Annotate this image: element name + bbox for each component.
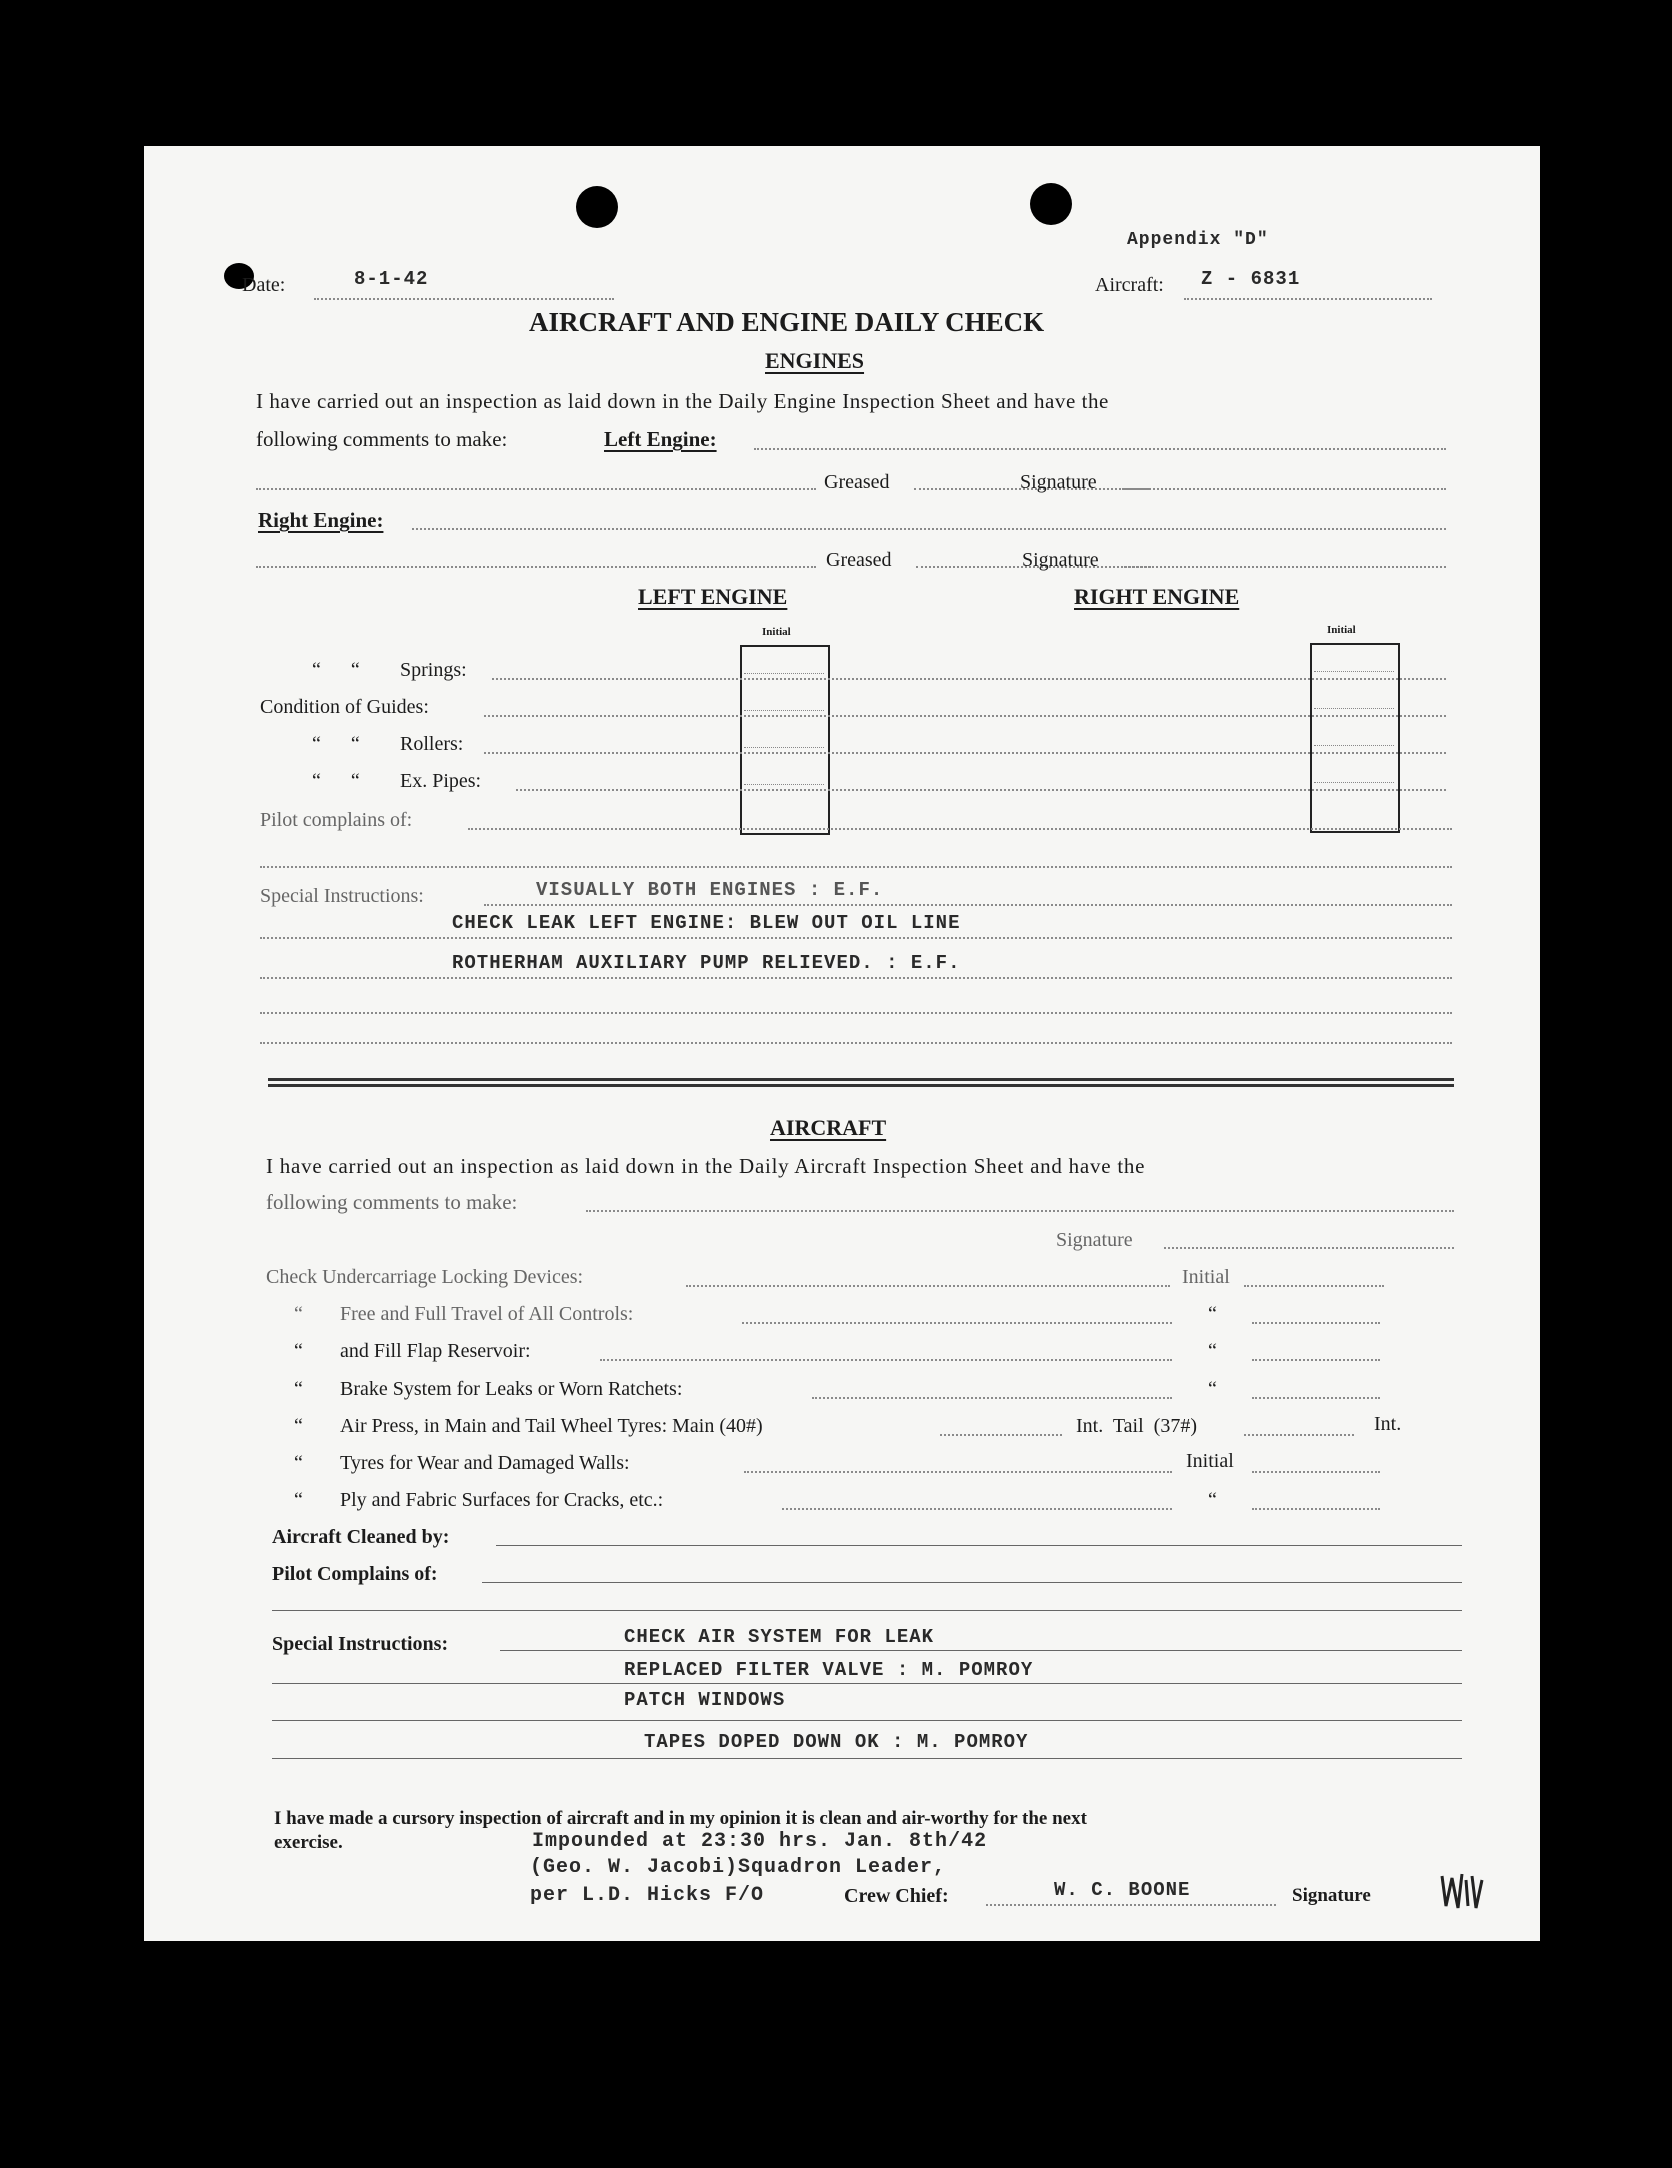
ditto-3: “ [294, 1378, 303, 1400]
engine-special-line-3: ROTHERHAM AUXILIARY PUMP RELIEVED. : E.F. [452, 952, 961, 974]
item-tyres: Tyres for Wear and Damaged Walls: [340, 1452, 630, 1474]
left-box-line-1 [744, 673, 824, 674]
item-prefix-rollers: “ “ [312, 733, 360, 755]
springs-line [492, 678, 1446, 680]
right-box-line-2 [1314, 708, 1394, 709]
ditto-4: “ [294, 1415, 303, 1437]
left-engine-line [754, 448, 1446, 450]
brake-line [812, 1397, 1172, 1399]
handwritten-initials [1438, 1866, 1498, 1916]
item-controls: Free and Full Travel of All Controls: [340, 1303, 634, 1325]
flap-initial-line [1252, 1359, 1380, 1361]
footer-statement-line2: exercise. [274, 1832, 343, 1853]
engine-special-line-1: VISUALLY BOTH ENGINES : E.F. [536, 879, 884, 901]
left-initial-label: Initial [762, 626, 791, 638]
tyres-line [744, 1471, 1172, 1473]
air-press-main-line [940, 1434, 1062, 1436]
right-initial-label: Initial [1327, 624, 1356, 636]
right-engine-heading: RIGHT ENGINE [1074, 584, 1240, 609]
controls-ditto: “ [1208, 1303, 1217, 1325]
int-label: Int. [1374, 1413, 1402, 1435]
date-line [314, 298, 614, 300]
aircraft-special-line-2: REPLACED FILTER VALVE : M. POMROY [624, 1659, 1034, 1681]
cleaned-line [496, 1545, 1462, 1546]
engine-special-underline-3 [260, 977, 1452, 979]
engine-pilot-line2 [260, 866, 1452, 868]
punch-hole-left [576, 186, 618, 228]
inspection-sheet [144, 146, 1540, 1941]
aircraft-signature-label: Signature [1056, 1229, 1133, 1251]
item-springs: Springs: [400, 659, 467, 681]
right-engine-line2 [256, 566, 816, 568]
right-signature-label: Signature [1022, 549, 1099, 571]
tyres-initial-label: Initial [1186, 1450, 1234, 1472]
left-greased-label: Greased [824, 471, 890, 493]
section-divider-top [268, 1078, 1454, 1081]
undercarriage-line [686, 1285, 1170, 1287]
engine-pilot-line [468, 828, 1452, 830]
aircraft-special-underline-2 [272, 1683, 1462, 1684]
aircraft-heading: AIRCRAFT [770, 1115, 887, 1140]
engine-special-line-2: CHECK LEAK LEFT ENGINE: BLEW OUT OIL LINE [452, 912, 961, 934]
undercarriage-initial-label: Initial [1182, 1266, 1230, 1288]
engine-blank-line-2 [260, 1042, 1452, 1044]
left-engine-heading: LEFT ENGINE [638, 584, 788, 609]
date-label: Date: [242, 274, 286, 296]
right-engine-line [412, 528, 1446, 530]
aircraft-special-label: Special Instructions: [272, 1633, 449, 1655]
aircraft-pilot-line2 [272, 1610, 1462, 1611]
item-rollers: Rollers: [400, 733, 464, 755]
tyres-initial-line [1252, 1471, 1380, 1473]
ditto-5: “ [294, 1452, 303, 1474]
item-ex-pipes: Ex. Pipes: [400, 770, 482, 792]
crew-chief-label: Crew Chief: [844, 1885, 949, 1907]
ditto-2: “ [294, 1340, 303, 1362]
footer-signature-label: Signature [1292, 1885, 1371, 1906]
left-signature-line [1122, 488, 1446, 490]
aircraft-intro-line2: following comments to make: [266, 1190, 518, 1214]
aircraft-special-line-4: TAPES DOPED DOWN OK : M. POMROY [644, 1731, 1029, 1753]
air-press-tail-line [1244, 1434, 1354, 1436]
engines-heading: ENGINES [765, 348, 865, 373]
ex-pipes-line [516, 789, 1446, 791]
engine-blank-line-1 [260, 1012, 1452, 1014]
engine-special-underline-1 [484, 904, 1452, 906]
crew-chief-line [986, 1904, 1276, 1906]
item-ply-fabric: Ply and Fabric Surfaces for Cracks, etc.: [340, 1489, 664, 1511]
ditto-6: “ [294, 1489, 303, 1511]
brake-initial-line [1252, 1397, 1380, 1399]
right-greased-label: Greased [826, 549, 892, 571]
flap-line [600, 1359, 1172, 1361]
left-signature-label: Signature [1020, 471, 1097, 493]
impounded-line-1: Impounded at 23:30 hrs. Jan. 8th/42 [532, 1830, 988, 1853]
aircraft-line [1184, 298, 1432, 300]
aircraft-special-line-3: PATCH WINDOWS [624, 1689, 786, 1711]
appendix-label: Appendix "D" [1127, 230, 1269, 250]
right-engine-label: Right Engine: [258, 508, 384, 532]
aircraft-intro-line [586, 1210, 1454, 1212]
ply-line [782, 1508, 1172, 1510]
page-title: AIRCRAFT AND ENGINE DAILY CHECK [529, 307, 1045, 337]
engine-pilot-complains-label: Pilot complains of: [260, 809, 413, 831]
item-flap-reservoir: and Fill Flap Reservoir: [340, 1340, 531, 1362]
int-tail-label: Int. Tail (37#) [1076, 1415, 1197, 1437]
ply-ditto: “ [1208, 1489, 1217, 1511]
aircraft-intro-line1: I have carried out an inspection as laid down in the Daily Aircraft Inspection Sheet and have the [266, 1154, 1146, 1178]
aircraft-special-line-1: CHECK AIR SYSTEM FOR LEAK [624, 1626, 935, 1648]
impounded-line-3: per L.D. Hicks F/O [530, 1884, 765, 1907]
item-brake-system: Brake System for Leaks or Worn Ratchets: [340, 1378, 683, 1400]
left-engine-label: Left Engine: [604, 427, 717, 451]
undercarriage-initial-line [1244, 1285, 1384, 1287]
date-value: 8-1-42 [354, 268, 429, 290]
section-divider-bottom [268, 1084, 1454, 1087]
controls-initial-line [1252, 1322, 1380, 1324]
aircraft-label: Aircraft: [1095, 274, 1164, 296]
aircraft-pilot-complains-label: Pilot Complains of: [272, 1563, 438, 1585]
brake-ditto: “ [1208, 1378, 1217, 1400]
item-air-press: Air Press, in Main and Tail Wheel Tyres: Main (40#) [340, 1415, 763, 1437]
item-guides: Condition of Guides: [260, 696, 429, 718]
ply-initial-line [1252, 1508, 1380, 1510]
aircraft-special-underline-3 [272, 1720, 1462, 1721]
check-undercarriage-label: Check Undercarriage Locking Devices: [266, 1266, 584, 1288]
engines-intro-line1: I have carried out an inspection as laid down in the Daily Engine Inspection Sheet and have the [256, 389, 1109, 413]
controls-line [742, 1322, 1172, 1324]
left-box-line-3 [744, 747, 824, 748]
item-prefix-pipes: “ “ [312, 770, 360, 792]
right-box-line-1 [1314, 671, 1394, 672]
aircraft-pilot-line [482, 1582, 1462, 1583]
impounded-line-2: (Geo. W. Jacobi)Squadron Leader, [530, 1856, 947, 1879]
left-box-line-4 [744, 784, 824, 785]
right-box-line-3 [1314, 745, 1394, 746]
crew-chief-value: W. C. BOONE [1054, 1879, 1191, 1901]
aircraft-special-underline-1 [500, 1650, 1462, 1651]
footer-statement-line1: I have made a cursory inspection of aircraft and in my opinion it is clean and air-worthy for the next [274, 1808, 1087, 1829]
right-signature-line [1124, 566, 1446, 568]
right-box-line-4 [1314, 782, 1394, 783]
flap-ditto: “ [1208, 1340, 1217, 1362]
rollers-line [484, 752, 1446, 754]
aircraft-cleaned-label: Aircraft Cleaned by: [272, 1526, 450, 1548]
engine-special-label: Special Instructions: [260, 885, 424, 907]
aircraft-signature-line [1164, 1247, 1454, 1249]
punch-hole-right [1030, 183, 1072, 225]
aircraft-value: Z - 6831 [1201, 268, 1301, 290]
ditto-1: “ [294, 1303, 303, 1325]
left-box-line-2 [744, 710, 824, 711]
aircraft-special-underline-4 [272, 1758, 1462, 1759]
guides-line [484, 715, 1446, 717]
item-prefix-springs: “ “ [312, 659, 360, 681]
left-engine-line2 [256, 488, 816, 490]
engine-special-underline-2 [260, 937, 1452, 939]
engines-intro-line2: following comments to make: [256, 427, 508, 451]
